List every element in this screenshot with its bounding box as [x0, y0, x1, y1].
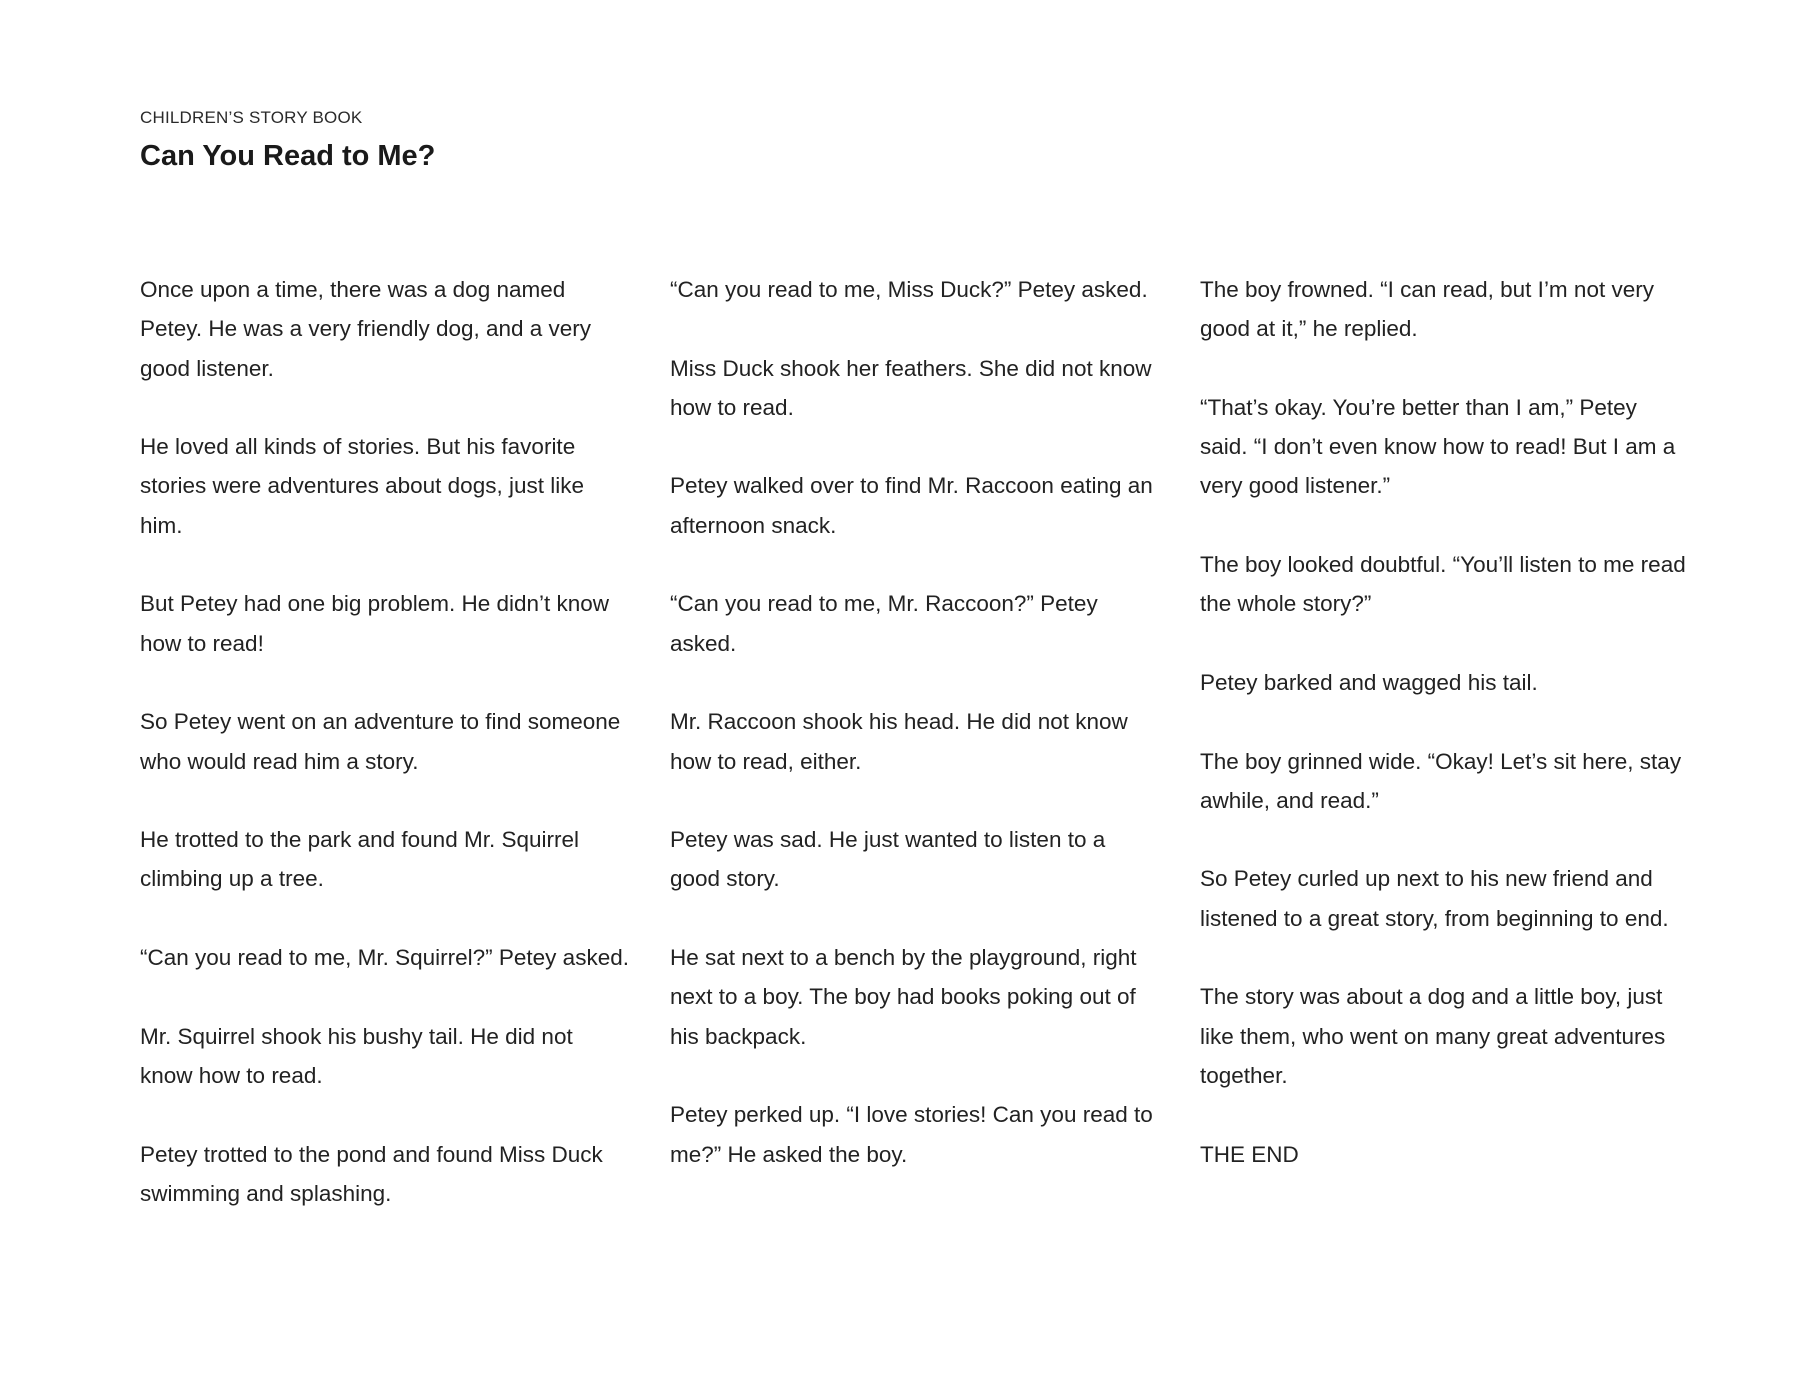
story-end-label: THE END: [1200, 1141, 1299, 1167]
story-paragraph: He trotted to the park and found Mr. Squirrel climbing up a tree.: [140, 827, 579, 892]
page-title: Can You Read to Me?: [140, 140, 436, 172]
book-category-label: CHILDREN’S STORY BOOK: [140, 108, 363, 127]
story-paragraph: The story was about a dog and a little boy, just like them, who went on many great adventures together.: [1200, 984, 1666, 1088]
story-paragraph: Petey perked up. “I love stories! Can you read to me?” He asked the boy.: [670, 1102, 1153, 1167]
story-paragraph: “That’s okay. You’re better than I am,” Petey said. “I don’t even know how to read! But I am a very good listener.”: [1200, 394, 1676, 499]
story-paragraph: So Petey went on an adventure to find someone who would read him a story.: [140, 709, 621, 774]
story-paragraph: Once upon a time, there was a dog named Petey. He was a very friendly dog, and a very good listener.: [140, 277, 592, 381]
story-paragraph: Mr. Squirrel shook his bushy tail. He did not know how to read.: [140, 1023, 573, 1088]
story-page: [140, 0, 1686, 1378]
story-column-1: [140, 270, 630, 1252]
story-paragraph: The boy grinned wide. “Okay! Let’s sit here, stay awhile, and read.”: [1200, 748, 1682, 813]
story-column-2: [670, 270, 1160, 1213]
story-paragraph: The boy frowned. “I can read, but I’m not very good at it,” he replied.: [1200, 277, 1654, 342]
story-column-3: [1200, 270, 1690, 1213]
story-paragraph: “Can you read to me, Mr. Raccoon?” Petey asked.: [670, 591, 1098, 656]
story-paragraph: Petey was sad. He just wanted to listen to a good story.: [670, 827, 1106, 892]
story-paragraph: Petey trotted to the pond and found Miss Duck swimming and splashing.: [140, 1141, 603, 1206]
story-paragraph: Petey barked and wagged his tail.: [1200, 669, 1538, 695]
story-paragraph: Mr. Raccoon shook his head. He did not know how to read, either.: [670, 709, 1128, 774]
story-paragraph: “Can you read to me, Mr. Squirrel?” Petey asked.: [140, 945, 629, 971]
story-paragraph: Petey walked over to find Mr. Raccoon eating an afternoon snack.: [670, 473, 1153, 538]
story-paragraph: The boy looked doubtful. “You’ll listen to me read the whole story?”: [1200, 552, 1686, 617]
story-paragraph: He sat next to a bench by the playground, right next to a boy. The boy had books poking out of his backpack.: [670, 945, 1137, 1049]
story-paragraph: So Petey curled up next to his new friend and listened to a great story, from beginning to end.: [1200, 866, 1669, 931]
story-paragraph: But Petey had one big problem. He didn’t know how to read!: [140, 591, 610, 656]
story-paragraph: He loved all kinds of stories. But his favorite stories were adventures about dogs, just like him.: [140, 434, 584, 538]
story-paragraph: Miss Duck shook her feathers. She did not know how to read.: [670, 355, 1152, 420]
story-paragraph: “Can you read to me, Miss Duck?” Petey asked.: [670, 277, 1148, 302]
